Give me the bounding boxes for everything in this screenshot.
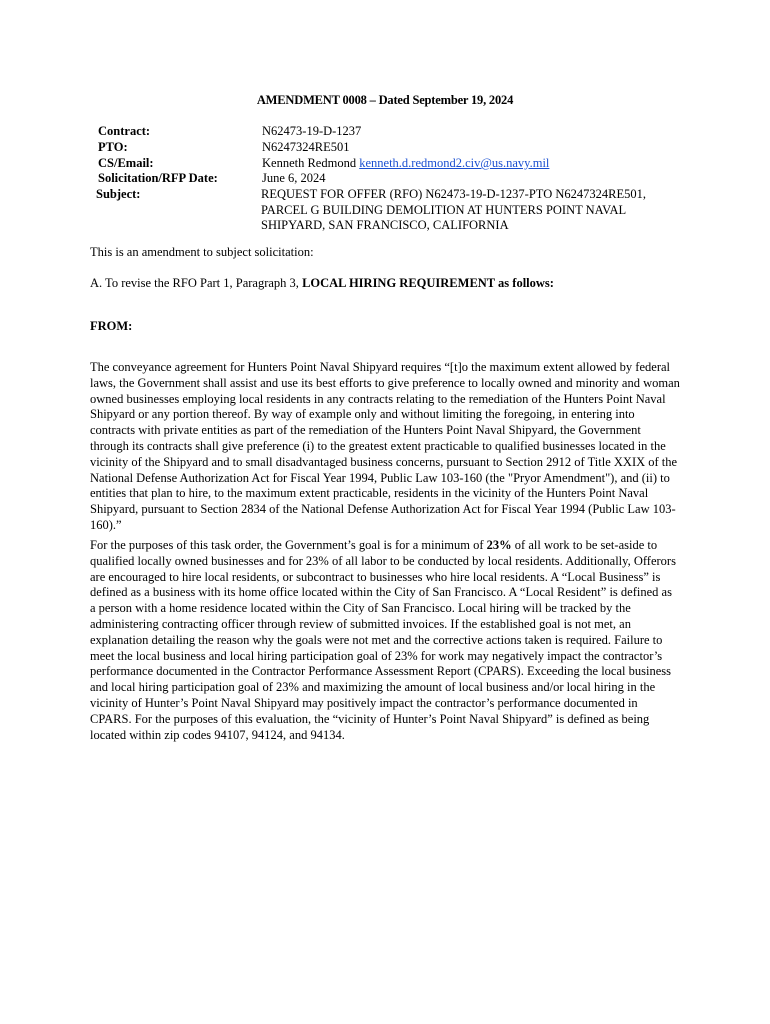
revise-heading: LOCAL HIRING REQUIREMENT as follows: [302,276,554,290]
cs-email-link[interactable]: kenneth.d.redmond2.civ@us.navy.mil [359,156,550,170]
subject-label: Subject: [96,187,141,201]
solicitation-date-value: June 6, 2024 [262,171,326,185]
pto-label: PTO: [98,140,128,154]
goal-percentage: 23% [486,538,512,552]
cs-name: Kenneth Redmond [262,156,357,170]
revise-line [90,276,680,292]
cs-email-label: CS/Email: [98,156,154,170]
subject-value: REQUEST FOR OFFER (RFO) N62473-19-D-1237-PTO N6247324RE501, PARCEL G BUILDING DEMOLITION AT HUNTERS POINT NAVAL SHIPYARD, SAN FRANCISCO, CALIFORNIA [261,187,646,232]
contract-label: Contract: [98,124,151,138]
intro-text: This is an amendment to subject solicitation: [90,245,314,259]
amendment-title: AMENDMENT 0008 – Dated September 19, 2024 [256,93,514,107]
goal-rest: of all work to be set-aside to qualified locally owned businesses and for 23% of all labor to be conducted by local residents. Additionally, Offerors are encouraged to hire local residents, or subcontract to businesses who hire local residents. A “Local Business” is defined as a business with its home office located within the City of San Francisco. A “Local Resident” is defined as a person with a home residence located within the City of San Francisco. Local hiring will be tracked by the administering contracting officer through review of submitted invoices. If the established goal is not met, an explanation detailing the reason why the goals were not met and the corrective actions taken is required. Failure to meet the local business and local hiring participation goal of 23% for work may negatively impact the contractor’s performance documented in the Contractor Performance Assessment Report (CPARS). Exceeding the local business and local hiring participation goal of 23% and maximizing the amount of local business and/or local hiring in the vicinity of Hunter’s Point Naval Shipyard may positively impact the contractor’s performance documented in CPARS. For the purposes of this evaluation, the “vicinity of Hunter’s Point Naval Shipyard” is defined as being located within zip codes 94107, 94124, and 94134. [90,538,676,742]
solicitation-date-label: Solicitation/RFP Date: [98,171,218,185]
from-heading: FROM: [90,319,133,333]
revise-prefix: A. To revise the RFO Part 1, Paragraph 3, [90,276,303,290]
contract-value: N62473-19-D-1237 [262,124,362,138]
cs-email-value [262,156,549,171]
goal-prefix: For the purposes of this task order, the Government’s goal is for a minimum of [90,538,487,552]
conveyance-paragraph: The conveyance agreement for Hunters Point Naval Shipyard requires “[t]o the maximum extent allowed by federal laws, the Government shall assist and use its best efforts to give preference to locally owned and minority and woman owned businesses employing local residents in any contracts relating to the remediation of the Hunters Point Naval Shipyard or any portion thereof. By way of example only and without limiting the foregoing, in entering into contracts with private entities as part of the remediation of the Hunters Point Naval Shipyard, the Government through its contracts shall give preference (i) to the greatest extent practicable to qualified businesses located in the vicinity of the Shipyard and to small disadvantaged business concerns, pursuant to Section 2912 of Title XXIX of the National Defense Authorization Act for Fiscal Year 1994, Public Law 103-160 (the "Pryor Amendment"), and (ii) to entities that plan to hire, to the maximum extent practicable, residents in the vicinity of the Hunters Point Naval Shipyard, pursuant to Section 2834 of the National Defense Authorization Act for Fiscal Year 1994 (Public Law 103-160).” [90,360,680,532]
pto-value: N6247324RE501 [262,140,350,154]
goal-paragraph [90,538,680,743]
